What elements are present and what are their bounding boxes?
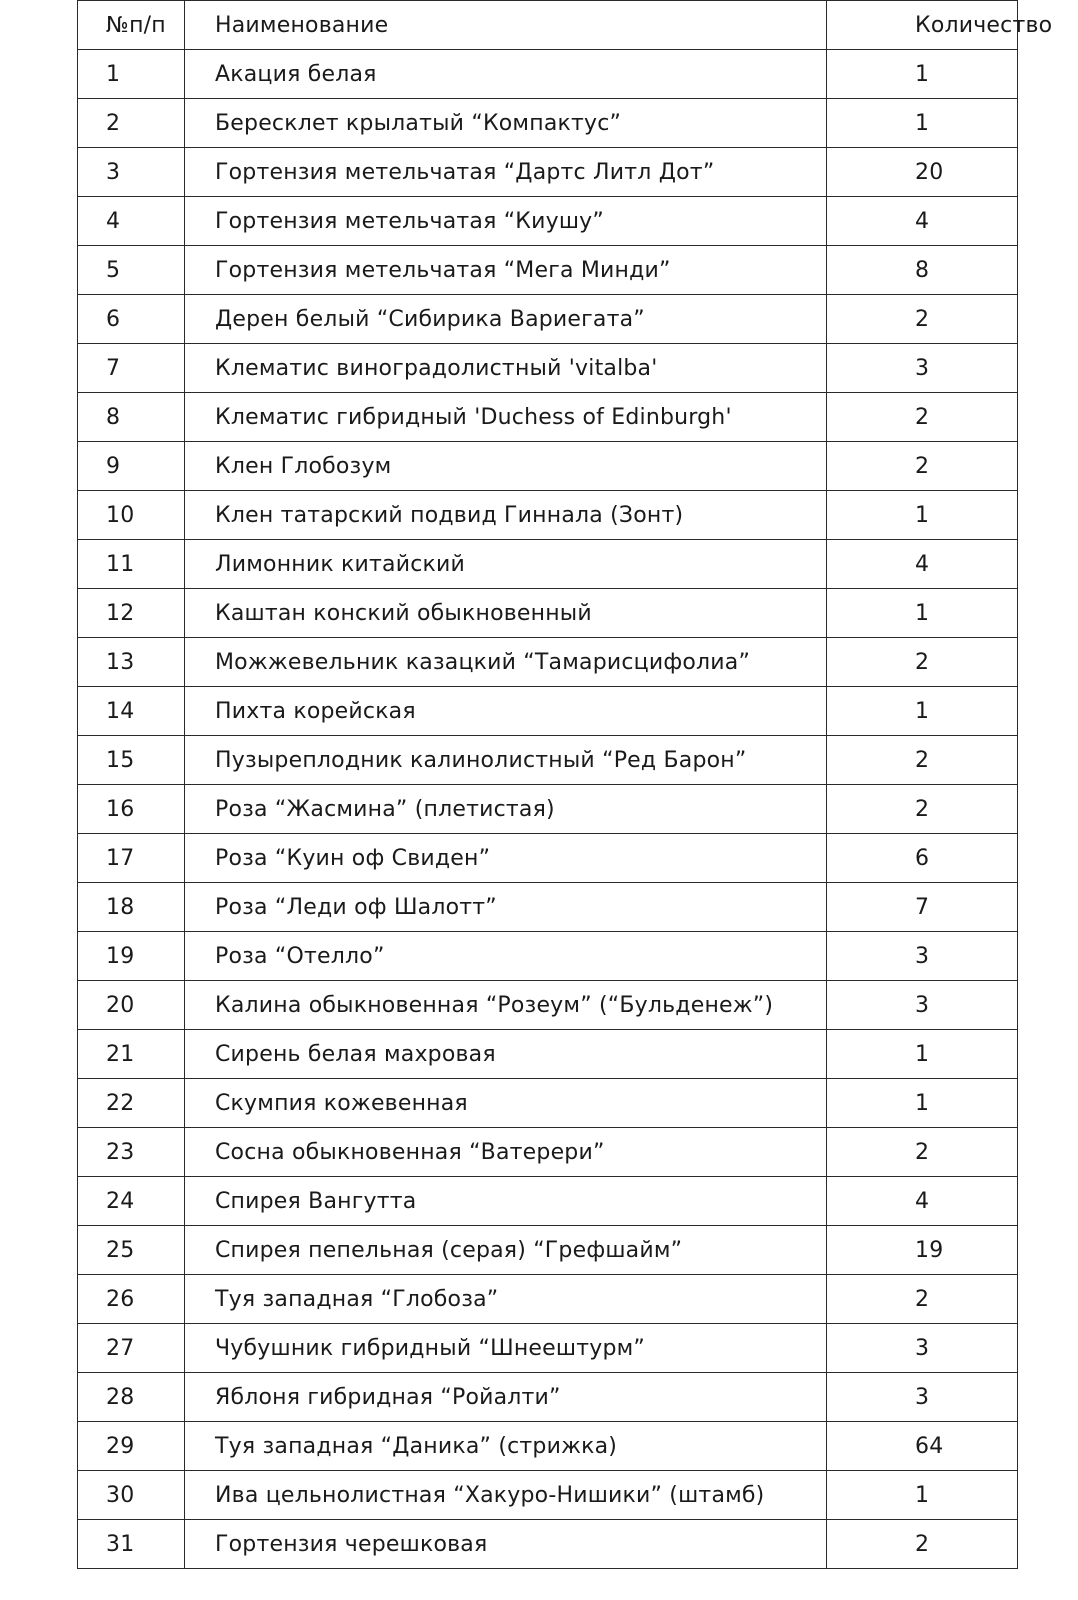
row-quantity: 2 xyxy=(827,393,1018,442)
row-name: Дерен белый “Сибирика Вариегата” xyxy=(185,295,827,344)
row-quantity: 1 xyxy=(827,491,1018,540)
row-number: 31 xyxy=(78,1520,185,1569)
table-row xyxy=(78,1030,1018,1079)
table-header xyxy=(78,1,1053,50)
row-name: Лимонник китайский xyxy=(185,540,827,589)
row-quantity: 2 xyxy=(827,1275,1018,1324)
table-row xyxy=(78,1471,1018,1520)
row-number: 11 xyxy=(78,540,185,589)
table-row xyxy=(78,883,1018,932)
table-row xyxy=(78,785,1018,834)
row-number: 2 xyxy=(78,99,185,148)
row-number: 26 xyxy=(78,1275,185,1324)
row-number: 6 xyxy=(78,295,185,344)
row-quantity: 1 xyxy=(827,589,1018,638)
table-row xyxy=(78,246,1018,295)
table-row xyxy=(78,1373,1018,1422)
table-row xyxy=(78,1422,1018,1471)
row-number: 21 xyxy=(78,1030,185,1079)
row-number: 22 xyxy=(78,1079,185,1128)
row-name: Спирея Вангутта xyxy=(185,1177,827,1226)
table-row xyxy=(78,1128,1018,1177)
table-row xyxy=(78,1520,1018,1569)
row-name: Клематис виноградолистный 'vitalba' xyxy=(185,344,827,393)
row-name: Скумпия кожевенная xyxy=(185,1079,827,1128)
row-number: 30 xyxy=(78,1471,185,1520)
row-number: 23 xyxy=(78,1128,185,1177)
row-quantity: 4 xyxy=(827,540,1018,589)
row-quantity: 2 xyxy=(827,295,1018,344)
row-name: Гортензия метельчатая “Дартс Литл Дот” xyxy=(185,148,827,197)
row-number: 14 xyxy=(78,687,185,736)
row-number: 27 xyxy=(78,1324,185,1373)
row-quantity: 1 xyxy=(827,1030,1018,1079)
row-quantity: 2 xyxy=(827,1128,1018,1177)
table-row xyxy=(78,295,1018,344)
row-name: Клен Глобозум xyxy=(185,442,827,491)
row-quantity: 19 xyxy=(827,1226,1018,1275)
row-quantity: 1 xyxy=(827,50,1018,99)
row-number: 20 xyxy=(78,981,185,1030)
table-row xyxy=(78,99,1018,148)
row-name: Роза “Жасмина” (плетистая) xyxy=(185,785,827,834)
row-number: 3 xyxy=(78,148,185,197)
row-number: 5 xyxy=(78,246,185,295)
row-number: 29 xyxy=(78,1422,185,1471)
row-quantity: 1 xyxy=(827,1079,1018,1128)
row-name: Спирея пепельная (серая) “Грефшайм” xyxy=(185,1226,827,1275)
table-row xyxy=(78,393,1018,442)
table-body xyxy=(78,50,1018,1569)
row-name: Гортензия метельчатая “Мега Минди” xyxy=(185,246,827,295)
row-quantity: 2 xyxy=(827,1520,1018,1569)
table-row xyxy=(78,148,1018,197)
row-quantity: 4 xyxy=(827,197,1018,246)
table-row xyxy=(78,442,1018,491)
row-quantity: 4 xyxy=(827,1177,1018,1226)
row-name: Яблоня гибридная “Ройалти” xyxy=(185,1373,827,1422)
row-number: 4 xyxy=(78,197,185,246)
row-quantity: 3 xyxy=(827,1324,1018,1373)
row-name: Можжевельник казацкий “Тамарисцифолиа” xyxy=(185,638,827,687)
table-row xyxy=(78,1079,1018,1128)
row-quantity: 2 xyxy=(827,785,1018,834)
row-number: 18 xyxy=(78,883,185,932)
table-row xyxy=(78,638,1018,687)
row-quantity: 3 xyxy=(827,932,1018,981)
row-quantity: 2 xyxy=(827,736,1018,785)
table-row xyxy=(78,540,1018,589)
row-number: 1 xyxy=(78,50,185,99)
row-name: Гортензия метельчатая “Киушу” xyxy=(185,197,827,246)
row-number: 12 xyxy=(78,589,185,638)
table-row xyxy=(78,1324,1018,1373)
table-row xyxy=(78,50,1018,99)
row-name: Пузыреплодник калинолистный “Ред Барон” xyxy=(185,736,827,785)
row-name: Роза “Леди оф Шалотт” xyxy=(185,883,827,932)
row-number: 10 xyxy=(78,491,185,540)
row-quantity: 3 xyxy=(827,1373,1018,1422)
row-number: 8 xyxy=(78,393,185,442)
row-name: Клематис гибридный 'Duchess of Edinburgh' xyxy=(185,393,827,442)
row-quantity: 8 xyxy=(827,246,1018,295)
table-row xyxy=(78,981,1018,1030)
row-name: Туя западная “Даника” (стрижка) xyxy=(185,1422,827,1471)
header-number: №п/п xyxy=(78,1,185,50)
row-number: 16 xyxy=(78,785,185,834)
row-name: Бересклет крылатый “Компактус” xyxy=(185,99,827,148)
row-name: Клен татарский подвид Гиннала (Зонт) xyxy=(185,491,827,540)
table-row xyxy=(78,1275,1018,1324)
row-quantity: 1 xyxy=(827,99,1018,148)
plant-specification-table xyxy=(77,0,1053,1569)
table-row xyxy=(78,589,1018,638)
row-number: 7 xyxy=(78,344,185,393)
row-name: Сосна обыкновенная “Ватерери” xyxy=(185,1128,827,1177)
row-number: 9 xyxy=(78,442,185,491)
row-name: Каштан конский обыкновенный xyxy=(185,589,827,638)
row-quantity: 2 xyxy=(827,638,1018,687)
table-row xyxy=(78,491,1018,540)
header-quantity: Количество xyxy=(827,1,1018,50)
header-name: Наименование xyxy=(185,1,827,50)
row-name: Чубушник гибридный “Шнеештурм” xyxy=(185,1324,827,1373)
row-number: 25 xyxy=(78,1226,185,1275)
table-row xyxy=(78,736,1018,785)
table-row xyxy=(78,932,1018,981)
row-number: 28 xyxy=(78,1373,185,1422)
row-name: Туя западная “Глобоза” xyxy=(185,1275,827,1324)
row-name: Роза “Куин оф Свиден” xyxy=(185,834,827,883)
row-name: Сирень белая махровая xyxy=(185,1030,827,1079)
row-quantity: 2 xyxy=(827,442,1018,491)
row-number: 17 xyxy=(78,834,185,883)
table-row xyxy=(78,344,1018,393)
table-row xyxy=(78,834,1018,883)
row-name: Калина обыкновенная “Розеум” (“Бульденеж”) xyxy=(185,981,827,1030)
row-quantity: 1 xyxy=(827,1471,1018,1520)
row-quantity: 7 xyxy=(827,883,1018,932)
row-number: 19 xyxy=(78,932,185,981)
row-quantity: 3 xyxy=(827,981,1018,1030)
row-quantity: 6 xyxy=(827,834,1018,883)
table-row xyxy=(78,1226,1018,1275)
row-name: Пихта корейская xyxy=(185,687,827,736)
table-row xyxy=(78,687,1018,736)
table-row xyxy=(78,1177,1018,1226)
row-quantity: 3 xyxy=(827,344,1018,393)
header-row xyxy=(78,1,1018,50)
plant-specification-sheet xyxy=(77,0,1053,1569)
row-name: Гортензия черешковая xyxy=(185,1520,827,1569)
row-quantity: 1 xyxy=(827,687,1018,736)
table-row xyxy=(78,197,1018,246)
row-quantity: 20 xyxy=(827,148,1018,197)
row-number: 24 xyxy=(78,1177,185,1226)
row-name: Акация белая xyxy=(185,50,827,99)
row-number: 15 xyxy=(78,736,185,785)
row-name: Роза “Отелло” xyxy=(185,932,827,981)
row-name: Ива цельнолистная “Хакуро-Нишики” (штамб) xyxy=(185,1471,827,1520)
row-number: 13 xyxy=(78,638,185,687)
row-quantity: 64 xyxy=(827,1422,1018,1471)
